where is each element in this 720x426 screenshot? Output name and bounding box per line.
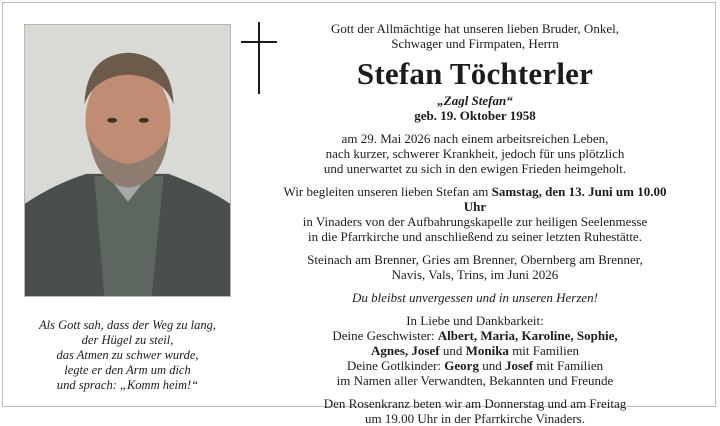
deceased-name: Stefan Töchterler xyxy=(356,56,594,91)
poem-line: der Hügel zu steil, xyxy=(81,333,174,347)
intro-line: Schwager und Firmpaten, Herrn xyxy=(391,36,559,51)
memorial-poem xyxy=(24,318,231,393)
poem-line: das Atmen zu schwer wurde, xyxy=(56,348,199,362)
death-line: am 29. Mai 2026 nach einem arbeitsreichen Leben, xyxy=(341,131,609,146)
funeral-line: in Vinaders von der Aufbahrungskapelle zur heiligen Seelenmesse xyxy=(302,214,648,229)
rosary-line: Den Rosenkranz beten wir am Donnerstag und am Freitag xyxy=(323,396,627,411)
cross-icon xyxy=(241,22,277,94)
poem-line: legte er den Arm um dich xyxy=(64,363,191,377)
poem-line: und sprach: „Komm heim!“ xyxy=(56,378,199,392)
places-line: Navis, Vals, Trins, im Juni 2026 xyxy=(391,267,559,282)
siblings-line: Deine Geschwister: Albert, Maria, Karoline, Sophie, xyxy=(332,328,618,343)
relatives-line: im Namen aller Verwandten, Bekannten und Freunde xyxy=(336,373,614,388)
intro-line: Gott der Allmächtige hat unseren lieben Bruder, Onkel, xyxy=(331,21,619,36)
motto: Du bleibst unvergessen und in unseren Herzen! xyxy=(352,290,598,305)
godchildren-line: Deine Gotlkinder: Georg und Josef mit Familien xyxy=(346,358,604,373)
siblings-line: Agnes, Josef und Monika mit Familien xyxy=(370,343,579,358)
rosary-line: um 19.00 Uhr in der Pfarrkirche Vinaders. xyxy=(365,411,585,426)
poem-line: Als Gott sah, dass der Weg zu lang, xyxy=(39,318,216,332)
funeral-date: Samstag, den 13. Juni um 10.00 Uhr xyxy=(463,184,667,214)
mourning-intro: In Liebe und Dankbarkeit: xyxy=(406,313,544,328)
places-line: Steinach am Brenner, Gries am Brenner, Obernberg am Brenner, xyxy=(307,252,643,267)
death-line: und unerwartet zu sich in den ewigen Frieden heimgeholt. xyxy=(323,161,627,176)
funeral-line: in die Pfarrkirche und anschließend zu seiner letzten Ruhestätte. xyxy=(308,229,642,244)
obituary-text xyxy=(275,21,675,426)
funeral-line: Wir begleiten unseren lieben Stefan am Samstag, den 13. Juni um 10.00 Uhr xyxy=(283,184,667,214)
nickname: „Zagl Stefan“ xyxy=(437,93,513,108)
birth-date: geb. 19. Oktober 1958 xyxy=(414,108,536,123)
portrait-photo xyxy=(24,24,231,297)
death-line: nach kurzer, schwerer Krankheit, jedoch für uns plötzlich xyxy=(325,146,625,161)
